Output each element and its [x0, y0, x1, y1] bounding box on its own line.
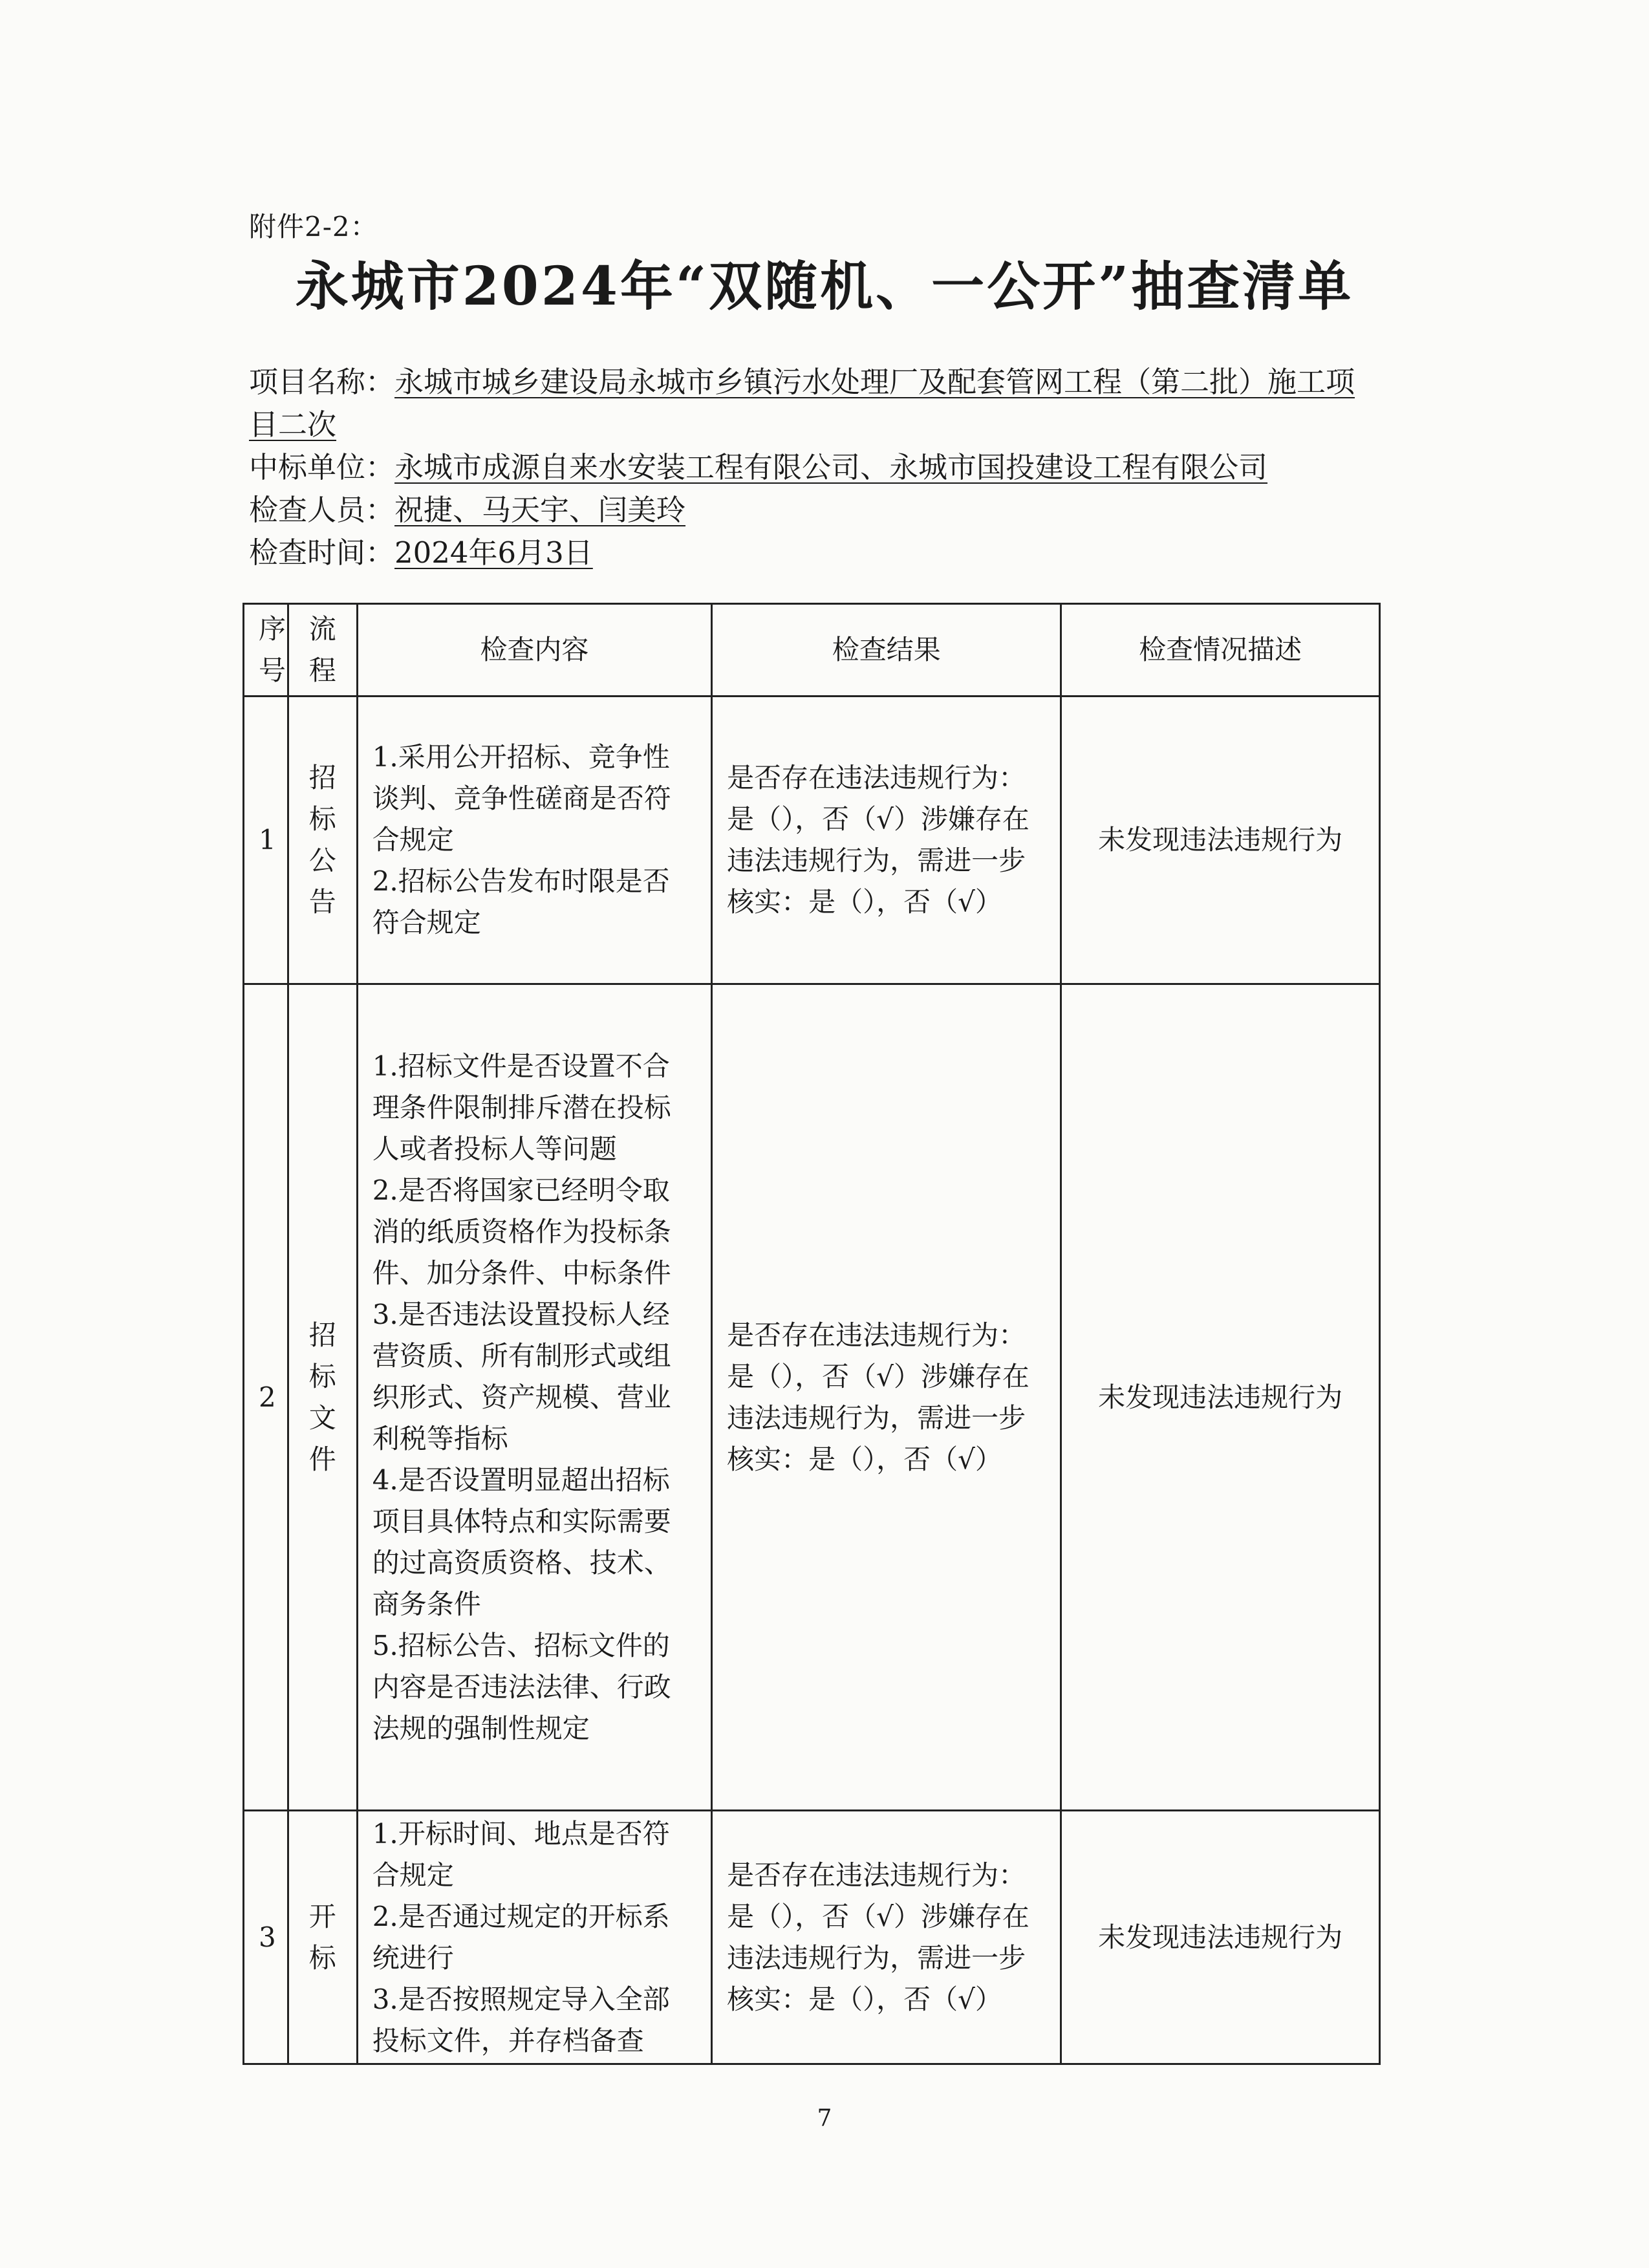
attachment-label: 附件2-2：	[249, 211, 378, 243]
inspectors-line	[249, 489, 1381, 532]
header-content: 检查内容	[357, 604, 711, 697]
header-no: 序号	[244, 604, 288, 697]
table-header-row	[244, 604, 1380, 697]
row-result: 是否存在违法违规行为：是（），否（√）涉嫌存在违法违规行为，需进一步核实：是（），否（√）	[712, 1811, 1061, 2064]
row-description: 未发现违法违规行为	[1061, 984, 1380, 1811]
header-result: 检查结果	[712, 604, 1061, 697]
header-description: 检查情况描述	[1061, 604, 1380, 697]
row-flow: 招标公告	[288, 697, 357, 984]
content-item: 3.是否违法设置投标人经营资质、所有制形式或组织形式、资产规模、营业利税等指标	[372, 1298, 671, 1454]
inspection-table	[242, 603, 1381, 2065]
inspectors-label: 检查人员：	[249, 493, 395, 527]
row-no: 1	[244, 697, 288, 984]
bidder-label: 中标单位：	[249, 450, 395, 484]
content-item: 2.是否通过规定的开标系统进行	[372, 1900, 670, 1974]
inspection-date-value: 2024年6月3日	[394, 535, 593, 570]
row-flow: 开标	[288, 1811, 357, 2064]
table-row	[244, 697, 1380, 984]
project-name-line	[249, 361, 1381, 446]
bidder-line	[249, 446, 1381, 489]
content-item: 5.招标公告、招标文件的内容是否违法法律、行政法规的强制性规定	[372, 1629, 671, 1744]
inspectors-value: 祝捷、马天宇、闫美玲	[394, 493, 686, 527]
row-no: 2	[244, 984, 288, 1811]
inspection-date-line	[249, 532, 1381, 574]
table-row	[244, 1811, 1380, 2064]
document-title: 永城市2024年“双随机、一公开”抽查清单	[295, 255, 1354, 318]
row-result: 是否存在违法违规行为：是（），否（√）涉嫌存在违法违规行为，需进一步核实：是（），否（√）	[712, 697, 1061, 984]
project-name-label: 项目名称：	[249, 365, 395, 399]
row-description: 未发现违法违规行为	[1061, 1811, 1380, 2064]
bidder-value: 永城市成源自来水安装工程有限公司、永城市国投建设工程有限公司	[394, 450, 1268, 484]
project-name-value: 永城市城乡建设局永城市乡镇污水处理厂及配套管网工程（第二批）施工项目二次	[249, 365, 1355, 442]
row-result: 是否存在违法违规行为：是（），否（√）涉嫌存在违法违规行为，需进一步核实：是（），否（√）	[712, 984, 1061, 1811]
content-item: 2.招标公告发布时限是否符合规定	[372, 865, 670, 938]
row-content	[357, 697, 711, 984]
content-item: 1.开标时间、地点是否符合规定	[372, 1817, 670, 1891]
content-item: 2.是否将国家已经明令取消的纸质资格作为投标条件、加分条件、中标条件	[372, 1174, 671, 1289]
header-flow: 流程	[288, 604, 357, 697]
row-no: 3	[244, 1811, 288, 2064]
content-item: 4.是否设置明显超出招标项目具体特点和实际需要的过高资质资格、技术、商务条件	[372, 1463, 671, 1620]
content-item: 3.是否按照规定导入全部投标文件，并存档备查	[372, 1983, 670, 2057]
row-flow: 招标文件	[288, 984, 357, 1811]
content-item: 1.采用公开招标、竞争性谈判、竞争性磋商是否符合规定	[372, 741, 671, 856]
row-description: 未发现违法违规行为	[1061, 697, 1380, 984]
content-item: 1.招标文件是否设置不合理条件限制排斥潜在投标人或者投标人等问题	[372, 1050, 671, 1165]
inspection-date-label: 检查时间：	[249, 535, 395, 570]
row-content	[357, 984, 711, 1811]
row-content	[357, 1811, 711, 2064]
table-row	[244, 984, 1380, 1811]
page-number: 7	[817, 2105, 832, 2132]
